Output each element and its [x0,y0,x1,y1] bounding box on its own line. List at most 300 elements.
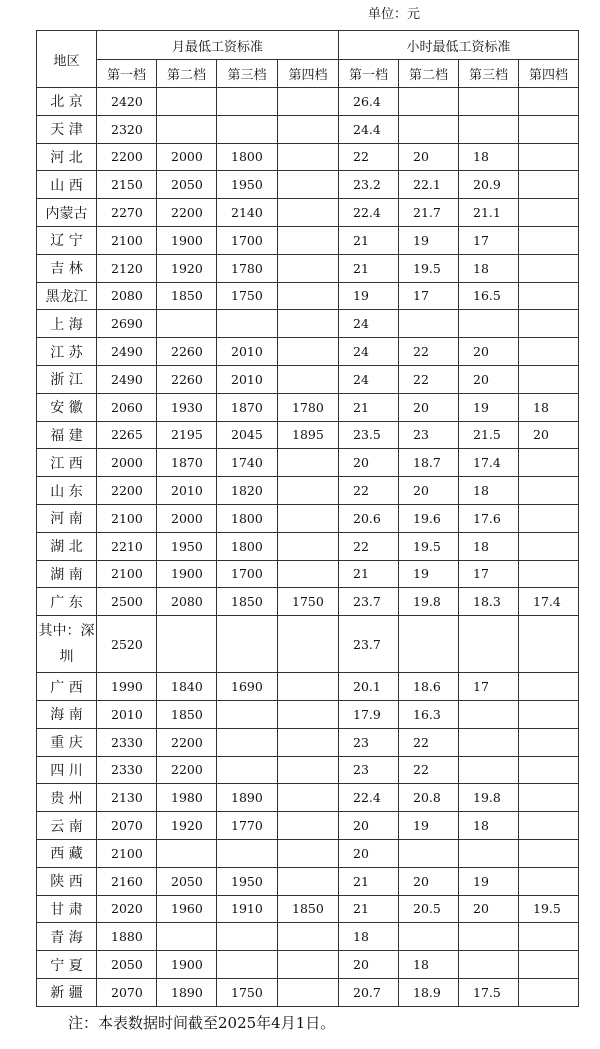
hourly-tier-1-cell: 20 [339,839,399,867]
hourly-tier-2-header: 第二档 [399,60,459,88]
hourly-tier-3-cell [459,756,519,784]
monthly-tier-1-cell: 2150 [97,171,157,199]
monthly-tier-3-cell: 1950 [217,171,278,199]
table-row [37,254,579,282]
table-row [37,867,579,895]
hourly-tier-1-cell: 22.4 [339,784,399,812]
hourly-tier-4-cell: 18 [519,393,579,421]
monthly-tier-1-cell: 2265 [97,421,157,449]
monthly-tier-3-cell [217,756,278,784]
hourly-tier-1-cell: 22.4 [339,199,399,227]
hourly-tier-1-cell: 21 [339,393,399,421]
monthly-tier-1-cell: 2490 [97,365,157,393]
hourly-tier-3-cell [459,728,519,756]
hourly-tier-3-cell: 17.6 [459,504,519,532]
monthly-tier-3-cell: 1800 [217,532,278,560]
hourly-tier-1-cell: 21 [339,895,399,923]
monthly-tier-4-cell: 1780 [278,393,339,421]
hourly-tier-1-cell: 20.7 [339,978,399,1006]
table-row [37,895,579,923]
monthly-tier-1-cell: 2160 [97,867,157,895]
hourly-tier-3-cell: 18 [459,254,519,282]
region-cell: 山 西 [37,171,97,199]
region-cell: 江 西 [37,449,97,477]
monthly-tier-4-cell [278,171,339,199]
table-body [37,88,579,1007]
hourly-tier-2-cell: 17 [399,282,459,310]
monthly-tier-3-cell: 1800 [217,143,278,171]
region-cell: 河 南 [37,504,97,532]
hourly-tier-3-cell [459,88,519,116]
hourly-tier-2-cell [399,839,459,867]
hourly-tier-2-cell: 22 [399,756,459,784]
hourly-tier-4-cell: 19.5 [519,895,579,923]
monthly-tier-3-cell: 1740 [217,449,278,477]
hourly-tier-2-cell: 22 [399,365,459,393]
hourly-tier-1-cell: 24 [339,338,399,366]
hourly-tier-2-cell: 22.1 [399,171,459,199]
monthly-tier-3-cell: 1820 [217,477,278,505]
unit-label: 单位：元 [368,7,421,22]
hourly-tier-4-cell [519,199,579,227]
monthly-tier-2-cell: 2080 [157,588,217,616]
monthly-tier-4-cell [278,616,339,673]
hourly-tier-2-cell: 18.7 [399,449,459,477]
hourly-tier-3-cell: 17 [459,673,519,701]
hourly-tier-4-cell [519,282,579,310]
monthly-tier-4-cell [278,254,339,282]
hourly-tier-3-cell [459,923,519,951]
table-row [37,449,579,477]
hourly-tier-3-cell: 20 [459,895,519,923]
hourly-tier-4-cell [519,784,579,812]
monthly-tier-4-cell [278,88,339,116]
hourly-tier-4-cell: 20 [519,421,579,449]
monthly-tier-1-cell: 2050 [97,951,157,979]
monthly-tier-3-cell: 1850 [217,588,278,616]
hourly-tier-3-cell [459,951,519,979]
hourly-tier-2-cell: 20 [399,393,459,421]
monthly-tier-2-cell [157,115,217,143]
region-cell: 吉 林 [37,254,97,282]
hourly-tier-2-cell: 18.9 [399,978,459,1006]
monthly-tier-2-cell: 2000 [157,143,217,171]
table-row [37,700,579,728]
monthly-tier-2-cell: 2200 [157,756,217,784]
monthly-tier-4-cell [278,673,339,701]
hourly-tier-1-cell: 19 [339,282,399,310]
hourly-tier-3-cell: 18 [459,812,519,840]
hourly-tier-4-cell [519,923,579,951]
monthly-tier-1-header: 第一档 [97,60,157,88]
minimum-wage-table [36,30,579,1007]
table-row [37,282,579,310]
monthly-tier-3-cell: 1870 [217,393,278,421]
hourly-tier-2-cell [399,310,459,338]
monthly-tier-1-cell: 2100 [97,560,157,588]
hourly-tier-1-cell: 23.7 [339,616,399,673]
monthly-tier-4-cell [278,199,339,227]
hourly-tier-1-cell: 17.9 [339,700,399,728]
region-cell: 宁 夏 [37,951,97,979]
table-row [37,310,579,338]
hourly-tier-2-cell: 16.3 [399,700,459,728]
hourly-tier-3-cell: 18 [459,532,519,560]
region-cell: 新 疆 [37,978,97,1006]
monthly-tier-4-cell [278,839,339,867]
monthly-tier-2-cell: 2260 [157,365,217,393]
hourly-tier-4-cell [519,449,579,477]
monthly-tier-1-cell: 2330 [97,756,157,784]
hourly-tier-3-cell: 18 [459,477,519,505]
monthly-tier-3-cell [217,839,278,867]
hourly-tier-3-cell: 18.3 [459,588,519,616]
monthly-tier-2-cell: 2200 [157,199,217,227]
monthly-tier-1-cell: 1990 [97,673,157,701]
monthly-tier-1-cell: 2010 [97,700,157,728]
hourly-tier-4-cell [519,532,579,560]
table-row [37,560,579,588]
monthly-tier-3-cell [217,700,278,728]
hourly-tier-4-cell [519,365,579,393]
hourly-tier-2-cell: 19.5 [399,254,459,282]
monthly-tier-2-cell: 2050 [157,867,217,895]
table-row [37,728,579,756]
hourly-tier-1-cell: 21 [339,560,399,588]
region-cell: 湖 北 [37,532,97,560]
hourly-tier-1-cell: 18 [339,923,399,951]
hourly-tier-1-cell: 23.7 [339,588,399,616]
hourly-tier-2-cell: 20 [399,867,459,895]
footnote: 注：本表数据时间截至2025年4月1日。 [68,1014,336,1032]
region-cell: 辽 宁 [37,226,97,254]
monthly-tier-2-cell [157,310,217,338]
hourly-tier-4-cell [519,143,579,171]
monthly-tier-1-cell: 1880 [97,923,157,951]
monthly-tier-3-cell [217,728,278,756]
hourly-tier-4-cell [519,88,579,116]
monthly-tier-4-cell [278,282,339,310]
monthly-tier-2-cell: 2200 [157,728,217,756]
hourly-tier-4-cell [519,700,579,728]
hourly-tier-1-cell: 23 [339,756,399,784]
monthly-tier-1-cell: 2210 [97,532,157,560]
monthly-tier-4-cell [278,756,339,784]
monthly-tier-3-cell: 1700 [217,226,278,254]
hourly-tier-1-cell: 20.6 [339,504,399,532]
monthly-tier-4-cell [278,143,339,171]
hourly-tier-4-cell [519,338,579,366]
hourly-tier-1-cell: 21 [339,867,399,895]
monthly-tier-1-cell: 2100 [97,839,157,867]
monthly-tier-3-cell: 1750 [217,282,278,310]
table-row [37,338,579,366]
hourly-tier-3-cell: 17.5 [459,978,519,1006]
region-cell: 贵 州 [37,784,97,812]
monthly-tier-4-cell [278,477,339,505]
monthly-tier-3-cell: 2010 [217,338,278,366]
table-row [37,951,579,979]
monthly-tier-3-cell [217,310,278,338]
monthly-tier-2-cell [157,923,217,951]
monthly-tier-1-cell: 2690 [97,310,157,338]
hourly-tier-4-cell [519,310,579,338]
monthly-tier-3-cell [217,115,278,143]
monthly-tier-4-cell [278,365,339,393]
monthly-tier-4-cell [278,923,339,951]
hourly-tier-2-cell: 19.6 [399,504,459,532]
hourly-tier-3-cell: 20 [459,365,519,393]
monthly-tier-2-cell [157,616,217,673]
hourly-tier-4-cell [519,978,579,1006]
region-cell: 山 东 [37,477,97,505]
hourly-tier-1-cell: 24 [339,365,399,393]
hourly-group-header: 小时最低工资标准 [339,31,579,60]
hourly-tier-2-cell [399,616,459,673]
region-cell: 浙 江 [37,365,97,393]
monthly-tier-4-cell: 1750 [278,588,339,616]
table-row [37,477,579,505]
monthly-tier-1-cell: 2120 [97,254,157,282]
region-cell: 四 川 [37,756,97,784]
hourly-tier-1-cell: 24 [339,310,399,338]
monthly-tier-2-cell: 1900 [157,226,217,254]
hourly-tier-2-cell: 19.5 [399,532,459,560]
monthly-tier-3-cell: 1750 [217,978,278,1006]
monthly-tier-4-cell [278,784,339,812]
table-row [37,421,579,449]
table-header [37,31,579,88]
hourly-tier-2-cell: 22 [399,728,459,756]
hourly-tier-3-cell [459,839,519,867]
monthly-tier-1-cell: 2100 [97,504,157,532]
monthly-tier-2-cell: 1960 [157,895,217,923]
monthly-tier-3-cell [217,923,278,951]
monthly-tier-3-cell: 2140 [217,199,278,227]
table-row [37,115,579,143]
hourly-tier-2-cell: 20 [399,477,459,505]
table-row [37,588,579,616]
hourly-tier-4-cell [519,616,579,673]
hourly-tier-1-cell: 20 [339,449,399,477]
table-row [37,504,579,532]
region-cell: 天 津 [37,115,97,143]
monthly-tier-4-cell [278,812,339,840]
monthly-tier-2-cell: 1930 [157,393,217,421]
monthly-tier-4-cell [278,867,339,895]
hourly-tier-1-header: 第一档 [339,60,399,88]
hourly-tier-2-cell: 20.8 [399,784,459,812]
monthly-tier-3-cell [217,951,278,979]
monthly-tier-4-cell [278,115,339,143]
hourly-tier-2-cell: 18 [399,951,459,979]
region-cell: 陕 西 [37,867,97,895]
table-row [37,393,579,421]
monthly-tier-2-cell: 2260 [157,338,217,366]
region-cell: 内蒙古 [37,199,97,227]
monthly-tier-3-cell: 1910 [217,895,278,923]
region-cell: 重 庆 [37,728,97,756]
region-cell: 甘 肃 [37,895,97,923]
hourly-tier-3-cell [459,700,519,728]
region-cell: 湖 南 [37,560,97,588]
hourly-tier-4-cell [519,115,579,143]
monthly-tier-2-cell: 1870 [157,449,217,477]
monthly-tier-2-cell: 1920 [157,812,217,840]
region-cell: 黑龙江 [37,282,97,310]
monthly-tier-1-cell: 2080 [97,282,157,310]
table-row [37,365,579,393]
monthly-tier-4-cell [278,310,339,338]
hourly-tier-2-cell: 19 [399,560,459,588]
monthly-tier-3-cell: 1780 [217,254,278,282]
monthly-tier-2-cell: 2195 [157,421,217,449]
hourly-tier-2-cell: 23 [399,421,459,449]
monthly-tier-3-cell: 2010 [217,365,278,393]
hourly-tier-4-cell: 17.4 [519,588,579,616]
monthly-tier-2-cell [157,839,217,867]
hourly-tier-4-cell [519,477,579,505]
hourly-tier-2-cell: 20.5 [399,895,459,923]
table-row [37,784,579,812]
monthly-tier-2-cell: 1980 [157,784,217,812]
monthly-tier-4-cell [278,728,339,756]
monthly-tier-2-cell: 2050 [157,171,217,199]
hourly-tier-3-cell: 19 [459,867,519,895]
hourly-tier-4-cell [519,728,579,756]
hourly-tier-4-cell [519,867,579,895]
monthly-tier-4-cell [278,504,339,532]
monthly-tier-2-cell: 2000 [157,504,217,532]
hourly-tier-3-cell: 20 [459,338,519,366]
hourly-tier-2-cell: 19.8 [399,588,459,616]
region-cell: 北 京 [37,88,97,116]
hourly-tier-2-cell [399,923,459,951]
hourly-tier-4-header: 第四档 [519,60,579,88]
table-row [37,532,579,560]
hourly-tier-1-cell: 23 [339,728,399,756]
hourly-tier-2-cell: 19 [399,812,459,840]
hourly-tier-4-cell [519,560,579,588]
hourly-tier-2-cell: 21.7 [399,199,459,227]
hourly-tier-3-cell: 17 [459,226,519,254]
monthly-tier-4-cell [278,449,339,477]
monthly-tier-1-cell: 2420 [97,88,157,116]
region-cell: 上 海 [37,310,97,338]
monthly-tier-4-header: 第四档 [278,60,339,88]
table-row [37,616,579,673]
hourly-tier-4-cell [519,839,579,867]
hourly-tier-1-cell: 20 [339,951,399,979]
region-cell: 广 西 [37,673,97,701]
table-row [37,978,579,1006]
monthly-tier-3-cell: 1690 [217,673,278,701]
hourly-tier-3-cell [459,616,519,673]
hourly-tier-1-cell: 20 [339,812,399,840]
hourly-tier-3-cell: 19 [459,393,519,421]
hourly-tier-3-cell: 17.4 [459,449,519,477]
table-row [37,839,579,867]
hourly-tier-3-cell: 20.9 [459,171,519,199]
hourly-tier-1-cell: 23.5 [339,421,399,449]
hourly-tier-2-cell: 22 [399,338,459,366]
monthly-group-header: 月最低工资标准 [97,31,339,60]
hourly-tier-2-cell [399,88,459,116]
hourly-tier-3-cell: 21.5 [459,421,519,449]
hourly-tier-3-cell [459,310,519,338]
monthly-tier-4-cell [278,226,339,254]
region-column-header: 地区 [37,31,97,88]
table-row [37,812,579,840]
region-cell: 福 建 [37,421,97,449]
monthly-tier-3-header: 第三档 [217,60,278,88]
region-cell: 安 徽 [37,393,97,421]
hourly-tier-3-cell: 21.1 [459,199,519,227]
hourly-tier-1-cell: 26.4 [339,88,399,116]
monthly-tier-4-cell [278,560,339,588]
monthly-tier-2-cell: 1850 [157,700,217,728]
region-cell: 西 藏 [37,839,97,867]
hourly-tier-3-cell: 18 [459,143,519,171]
region-cell: 江 苏 [37,338,97,366]
hourly-tier-1-cell: 21 [339,254,399,282]
region-cell: 海 南 [37,700,97,728]
monthly-tier-2-cell: 1850 [157,282,217,310]
monthly-tier-1-cell: 2320 [97,115,157,143]
hourly-tier-2-cell [399,115,459,143]
monthly-tier-1-cell: 2100 [97,226,157,254]
table-row [37,199,579,227]
table-row [37,756,579,784]
table-row [37,143,579,171]
monthly-tier-1-cell: 2060 [97,393,157,421]
monthly-tier-3-cell: 1800 [217,504,278,532]
hourly-tier-2-cell: 20 [399,143,459,171]
monthly-tier-2-header: 第二档 [157,60,217,88]
monthly-tier-1-cell: 2020 [97,895,157,923]
monthly-tier-4-cell [278,532,339,560]
hourly-tier-2-cell: 19 [399,226,459,254]
monthly-tier-1-cell: 2200 [97,143,157,171]
hourly-tier-4-cell [519,756,579,784]
monthly-tier-1-cell: 2500 [97,588,157,616]
hourly-tier-4-cell [519,673,579,701]
table-row [37,171,579,199]
monthly-tier-4-cell: 1850 [278,895,339,923]
monthly-tier-1-cell: 2070 [97,978,157,1006]
table-row [37,226,579,254]
monthly-tier-1-cell: 2130 [97,784,157,812]
monthly-tier-1-cell: 2520 [97,616,157,673]
table-row [37,88,579,116]
hourly-tier-1-cell: 22 [339,477,399,505]
monthly-tier-1-cell: 2000 [97,449,157,477]
monthly-tier-4-cell [278,338,339,366]
hourly-tier-4-cell [519,951,579,979]
monthly-tier-3-cell: 2045 [217,421,278,449]
hourly-tier-4-cell [519,504,579,532]
hourly-tier-3-cell [459,115,519,143]
monthly-tier-3-cell: 1950 [217,867,278,895]
monthly-tier-1-cell: 2200 [97,477,157,505]
monthly-tier-2-cell: 1900 [157,560,217,588]
monthly-tier-2-cell: 1950 [157,532,217,560]
monthly-tier-2-cell: 1890 [157,978,217,1006]
monthly-tier-4-cell [278,700,339,728]
hourly-tier-4-cell [519,812,579,840]
hourly-tier-3-cell: 17 [459,560,519,588]
monthly-tier-1-cell: 2330 [97,728,157,756]
